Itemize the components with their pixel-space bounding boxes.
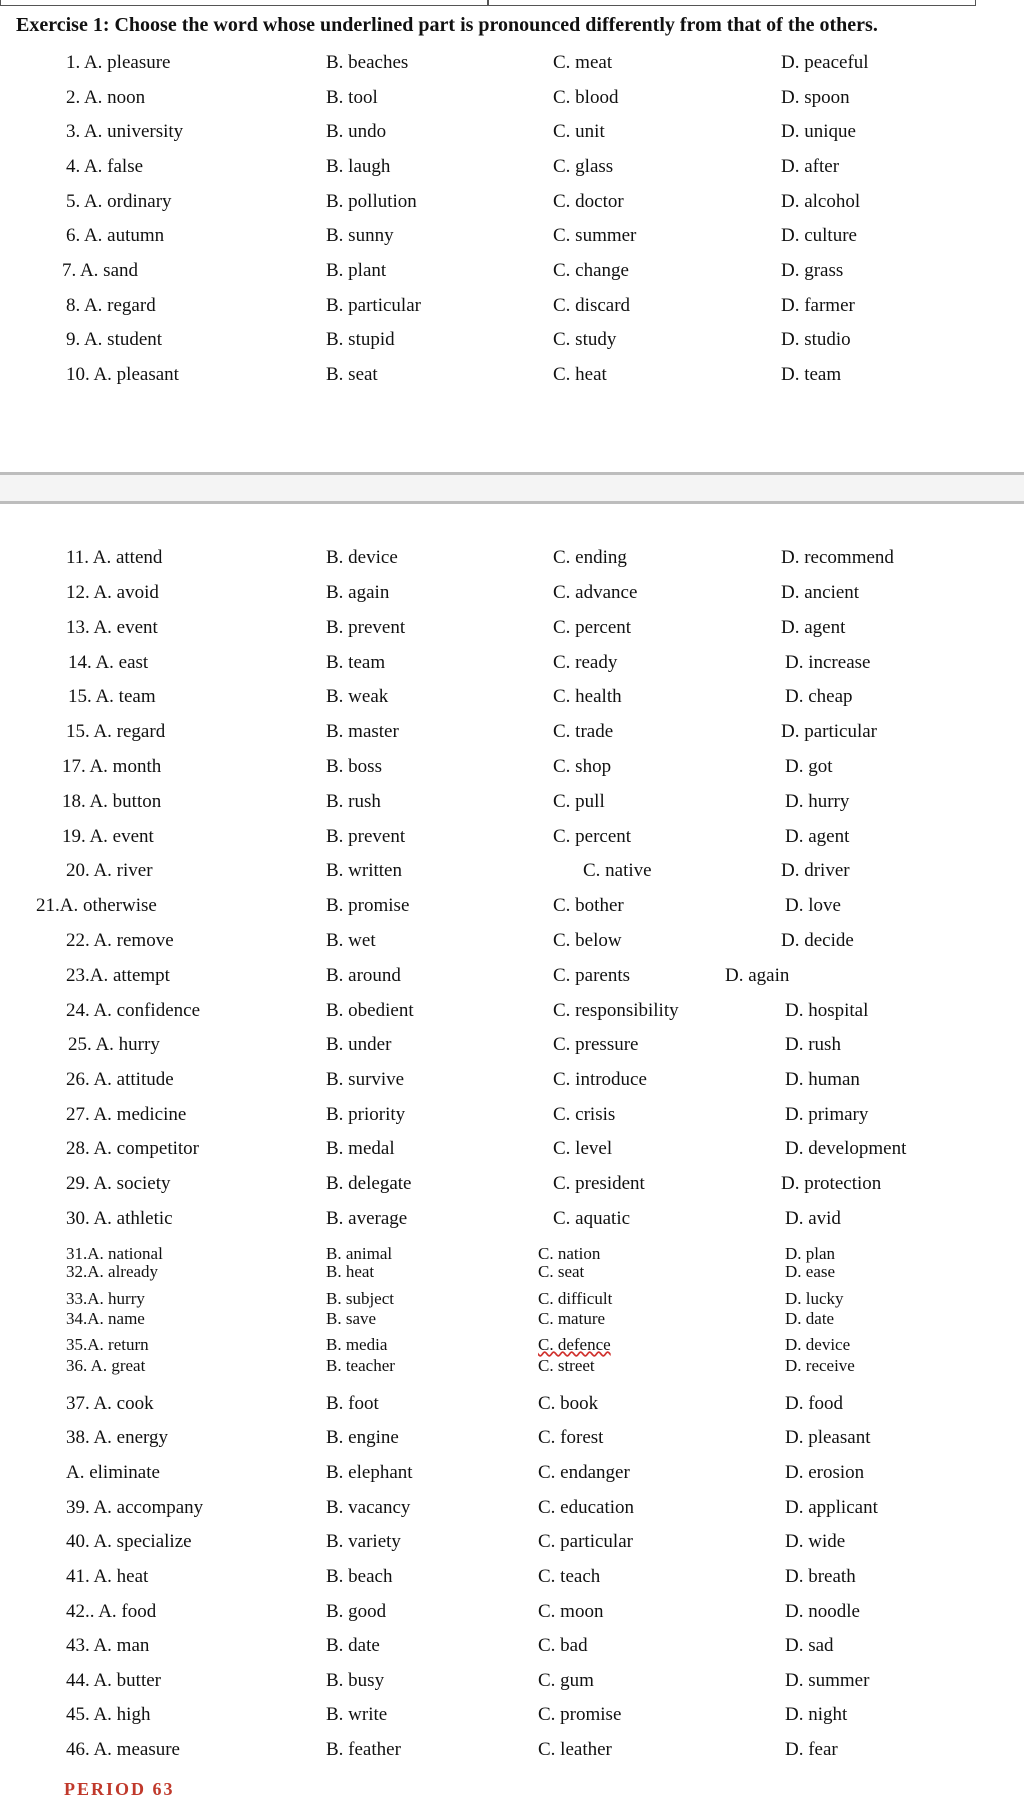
option-b: B. teacher [326, 1356, 395, 1375]
option-a: 7. A. sand [62, 260, 138, 281]
option-c: C. health [553, 686, 622, 707]
option-d: D. grass [781, 260, 844, 281]
question-row [0, 295, 1024, 323]
question-row [0, 225, 1024, 253]
option-d: D. hurry [785, 791, 850, 812]
option-c: C. bother [553, 895, 624, 916]
option-b: B. save [326, 1309, 377, 1328]
option-b: B. boss [326, 756, 382, 777]
option-a: 35.A. return [66, 1335, 149, 1354]
option-a: 33.A. hurry [66, 1289, 145, 1308]
option-d: D. avid [785, 1208, 841, 1229]
question-row [0, 1670, 1024, 1698]
question-row [0, 1138, 1024, 1166]
option-c: C. ready [553, 652, 618, 673]
option-a: 1. A. pleasure [66, 52, 171, 73]
option-d: D. particular [781, 721, 878, 742]
option-d: D. erosion [785, 1462, 865, 1483]
option-d: D. development [785, 1138, 907, 1159]
option-a: 45. A. high [66, 1704, 151, 1725]
option-b: B. heat [326, 1262, 375, 1281]
option-b: B. master [326, 721, 399, 742]
option-b: B. again [326, 582, 390, 603]
option-a: 36. A. great [66, 1356, 146, 1375]
option-c: C. doctor [553, 191, 624, 212]
option-a: 13. A. event [66, 617, 158, 638]
option-b: B. prevent [326, 826, 406, 847]
option-d: D. protection [781, 1173, 882, 1194]
option-a: 10. A. pleasant [66, 364, 179, 385]
option-c: C. pressure [553, 1034, 639, 1055]
option-c: C. responsibility [553, 1000, 679, 1021]
option-a: 5. A. ordinary [66, 191, 172, 212]
option-a: 15. A. team [68, 686, 156, 707]
option-c: C. bad [538, 1635, 588, 1656]
question-row [0, 1069, 1024, 1097]
option-c: C. education [538, 1497, 635, 1518]
table-cell-left [0, 0, 488, 6]
option-b: B. device [326, 547, 398, 568]
option-a: 22. A. remove [66, 930, 174, 951]
option-d: D. pleasant [785, 1427, 871, 1448]
option-c: C. study [553, 329, 617, 350]
question-row [0, 87, 1024, 115]
option-c: C. percent [553, 826, 632, 847]
option-c: C. unit [553, 121, 605, 142]
option-d: D. food [785, 1393, 844, 1414]
option-d: D. alcohol [781, 191, 861, 212]
question-row [0, 156, 1024, 184]
question-row [0, 1566, 1024, 1594]
option-a: 24. A. confidence [66, 1000, 201, 1021]
option-b: B. survive [326, 1069, 405, 1090]
option-c: C. discard [553, 295, 631, 316]
option-c: C. percent [553, 617, 632, 638]
option-c: C. advance [553, 582, 638, 603]
option-c: C. promise [538, 1704, 622, 1725]
option-a: 4. A. false [66, 156, 144, 177]
option-c: C. particular [538, 1531, 633, 1552]
option-b: B. feather [326, 1739, 401, 1760]
question-row [0, 1000, 1024, 1028]
option-c: C. below [553, 930, 622, 951]
option-c: C. introduce [553, 1069, 647, 1090]
option-b: B. average [326, 1208, 408, 1229]
option-d: D. unique [781, 121, 856, 142]
option-d: D. driver [781, 860, 850, 881]
question-row [0, 52, 1024, 80]
option-c: C. president [553, 1173, 645, 1194]
option-a: 39. A. accompany [66, 1497, 204, 1518]
option-d: D. recommend [781, 547, 894, 568]
option-c: C. nation [538, 1244, 601, 1263]
option-b: B. pollution [326, 191, 417, 212]
option-a: 32.A. already [66, 1262, 159, 1281]
question-row [0, 791, 1024, 819]
option-b: B. animal [326, 1244, 393, 1263]
option-c: C. blood [553, 87, 619, 108]
option-b: B. beach [326, 1566, 393, 1587]
option-a: 34.A. name [66, 1309, 145, 1328]
table-top-border [0, 0, 1024, 6]
option-d: D. again [725, 965, 790, 986]
option-a: 40. A. specialize [66, 1531, 192, 1552]
option-c: C. glass [553, 156, 614, 177]
option-d: D. summer [785, 1670, 870, 1691]
option-d: D. increase [785, 652, 871, 673]
option-b: B. sunny [326, 225, 394, 246]
option-b: B. team [326, 652, 386, 673]
table-cell-right [488, 0, 976, 6]
question-row [0, 1034, 1024, 1062]
option-c: C. leather [538, 1739, 612, 1760]
option-b: B. media [326, 1335, 388, 1354]
question-row [0, 895, 1024, 923]
option-a: 38. A. energy [66, 1427, 169, 1448]
option-d: D. spoon [781, 87, 850, 108]
option-c: C. mature [538, 1309, 606, 1328]
option-d: D. primary [785, 1104, 869, 1125]
option-d: D. receive [785, 1356, 855, 1375]
option-d: D. love [785, 895, 841, 916]
option-d: D. peaceful [781, 52, 869, 73]
option-b: B. good [326, 1601, 387, 1622]
question-row [0, 826, 1024, 854]
option-a: 27. A. medicine [66, 1104, 187, 1125]
question-row [0, 617, 1024, 645]
option-b: B. seat [326, 364, 378, 385]
option-c: C. teach [538, 1566, 601, 1587]
option-b: B. busy [326, 1670, 385, 1691]
option-b: B. delegate [326, 1173, 412, 1194]
option-b: B. prevent [326, 617, 406, 638]
option-c: C. street [538, 1356, 595, 1375]
option-d: D. sad [785, 1635, 834, 1656]
question-row [0, 756, 1024, 784]
option-a: 46. A. measure [66, 1739, 180, 1760]
option-c: C. gum [538, 1670, 594, 1691]
option-d: D. ancient [781, 582, 860, 603]
option-d: D. decide [781, 930, 854, 951]
question-row [0, 1309, 1024, 1337]
option-c: C. book [538, 1393, 599, 1414]
option-c: C. change [553, 260, 629, 281]
option-c: C. pull [553, 791, 605, 812]
option-a: 28. A. competitor [66, 1138, 199, 1159]
option-c: C. summer [553, 225, 637, 246]
option-d: D. got [785, 756, 833, 777]
option-a: 19. A. event [62, 826, 154, 847]
option-d: D. breath [785, 1566, 856, 1587]
option-d: D. farmer [781, 295, 855, 316]
question-row [0, 364, 1024, 392]
question-row [0, 329, 1024, 357]
option-a: 43. A. man [66, 1635, 150, 1656]
question-row [0, 721, 1024, 749]
option-c: C. meat [553, 52, 613, 73]
option-b: B. priority [326, 1104, 406, 1125]
option-c: C. shop [553, 756, 612, 777]
option-b: B. write [326, 1704, 388, 1725]
option-a: 14. A. east [68, 652, 149, 673]
question-row [0, 965, 1024, 993]
option-d: D. agent [781, 617, 846, 638]
option-d: D. applicant [785, 1497, 878, 1518]
question-row [0, 1104, 1024, 1132]
option-c: C. aquatic [553, 1208, 631, 1229]
option-d: D. fear [785, 1739, 838, 1760]
option-c: C. native [583, 860, 652, 881]
question-row [0, 191, 1024, 219]
option-d: D. wide [785, 1531, 846, 1552]
option-b: B. elephant [326, 1462, 413, 1483]
option-d: D. lucky [785, 1289, 844, 1308]
option-a: 3. A. university [66, 121, 184, 142]
option-d: D. noodle [785, 1601, 860, 1622]
option-b: B. around [326, 965, 401, 986]
question-row [0, 1393, 1024, 1421]
option-b: B. obedient [326, 1000, 414, 1021]
option-d: D. after [781, 156, 840, 177]
question-row [0, 1497, 1024, 1525]
option-d: D. night [785, 1704, 848, 1725]
option-c: C. ending [553, 547, 627, 568]
question-row [0, 1262, 1024, 1290]
option-a: 11. A. attend [66, 547, 163, 568]
option-b: B. plant [326, 260, 387, 281]
option-a: 8. A. regard [66, 295, 156, 316]
question-row [0, 686, 1024, 714]
option-a: 6. A. autumn [66, 225, 165, 246]
option-c: C. moon [538, 1601, 604, 1622]
question-row [0, 1739, 1024, 1767]
option-a: 15. A. regard [66, 721, 166, 742]
question-row [0, 860, 1024, 888]
option-c: C. parents [553, 965, 631, 986]
option-b: B. vacancy [326, 1497, 411, 1518]
question-row [0, 1704, 1024, 1732]
option-b: B. written [326, 860, 402, 881]
option-b: B. variety [326, 1531, 401, 1552]
option-b: B. date [326, 1635, 380, 1656]
option-a: 44. A. butter [66, 1670, 161, 1691]
question-row [0, 930, 1024, 958]
option-c: C. difficult [538, 1289, 613, 1308]
option-b: B. tool [326, 87, 378, 108]
option-a: 25. A. hurry [68, 1034, 160, 1055]
option-a: 31.A. national [66, 1244, 163, 1263]
exercise-title: Exercise 1: Choose the word whose underlined part is pronounced differently from that of the others. [16, 14, 878, 36]
option-a: 29. A. society [66, 1173, 171, 1194]
question-row [0, 1173, 1024, 1201]
option-b: B. laugh [326, 156, 391, 177]
option-c: C. forest [538, 1427, 604, 1448]
option-a: 12. A. avoid [66, 582, 159, 603]
option-b: B. promise [326, 895, 410, 916]
option-b: B. beaches [326, 52, 409, 73]
question-row [0, 1208, 1024, 1236]
page-break-gap [0, 472, 1024, 504]
option-b: B. medal [326, 1138, 395, 1159]
option-b: B. subject [326, 1289, 394, 1308]
option-d: D. plan [785, 1244, 836, 1263]
option-c: C. defence [538, 1335, 611, 1354]
question-row [0, 1427, 1024, 1455]
option-a: 18. A. button [62, 791, 162, 812]
option-b: B. undo [326, 121, 387, 142]
option-a: 2. A. noon [66, 87, 146, 108]
question-row [0, 1356, 1024, 1384]
question-row [0, 652, 1024, 680]
option-a: 21.A. otherwise [36, 895, 157, 916]
option-b: B. weak [326, 686, 389, 707]
option-b: B. rush [326, 791, 381, 812]
option-c: C. level [553, 1138, 613, 1159]
question-row [0, 1635, 1024, 1663]
option-b: B. wet [326, 930, 376, 951]
option-d: D. studio [781, 329, 851, 350]
option-a: A. eliminate [66, 1462, 160, 1483]
option-a: 37. A. cook [66, 1393, 154, 1414]
option-d: D. human [785, 1069, 860, 1090]
option-a: 9. A. student [66, 329, 163, 350]
option-b: B. foot [326, 1393, 379, 1414]
option-b: B. stupid [326, 329, 395, 350]
option-a: 41. A. heat [66, 1566, 149, 1587]
option-c: C. crisis [553, 1104, 616, 1125]
option-d: D. device [785, 1335, 851, 1354]
option-d: D. ease [785, 1262, 836, 1281]
option-a: 42.. A. food [66, 1601, 157, 1622]
question-row [0, 1462, 1024, 1490]
option-c: C. endanger [538, 1462, 630, 1483]
option-b: B. under [326, 1034, 392, 1055]
question-row [0, 121, 1024, 149]
option-d: D. cheap [785, 686, 853, 707]
option-b: B. engine [326, 1427, 399, 1448]
option-b: B. particular [326, 295, 421, 316]
question-row [0, 547, 1024, 575]
question-row [0, 260, 1024, 288]
footer-partial-heading: PERIOD 63 [64, 1779, 175, 1799]
option-d: D. date [785, 1309, 835, 1328]
option-a: 20. A. river [66, 860, 153, 881]
option-c: C. trade [553, 721, 614, 742]
question-row [0, 1531, 1024, 1559]
option-a: 17. A. month [62, 756, 162, 777]
option-d: D. culture [781, 225, 857, 246]
option-a: 23.A. attempt [66, 965, 170, 986]
question-row [0, 582, 1024, 610]
option-a: 30. A. athletic [66, 1208, 173, 1229]
option-d: D. team [781, 364, 842, 385]
option-a: 26. A. attitude [66, 1069, 174, 1090]
option-d: D. hospital [785, 1000, 869, 1021]
option-d: D. agent [785, 826, 850, 847]
option-d: D. rush [785, 1034, 841, 1055]
question-row [0, 1601, 1024, 1629]
option-c: C. seat [538, 1262, 585, 1281]
option-c: C. heat [553, 364, 607, 385]
